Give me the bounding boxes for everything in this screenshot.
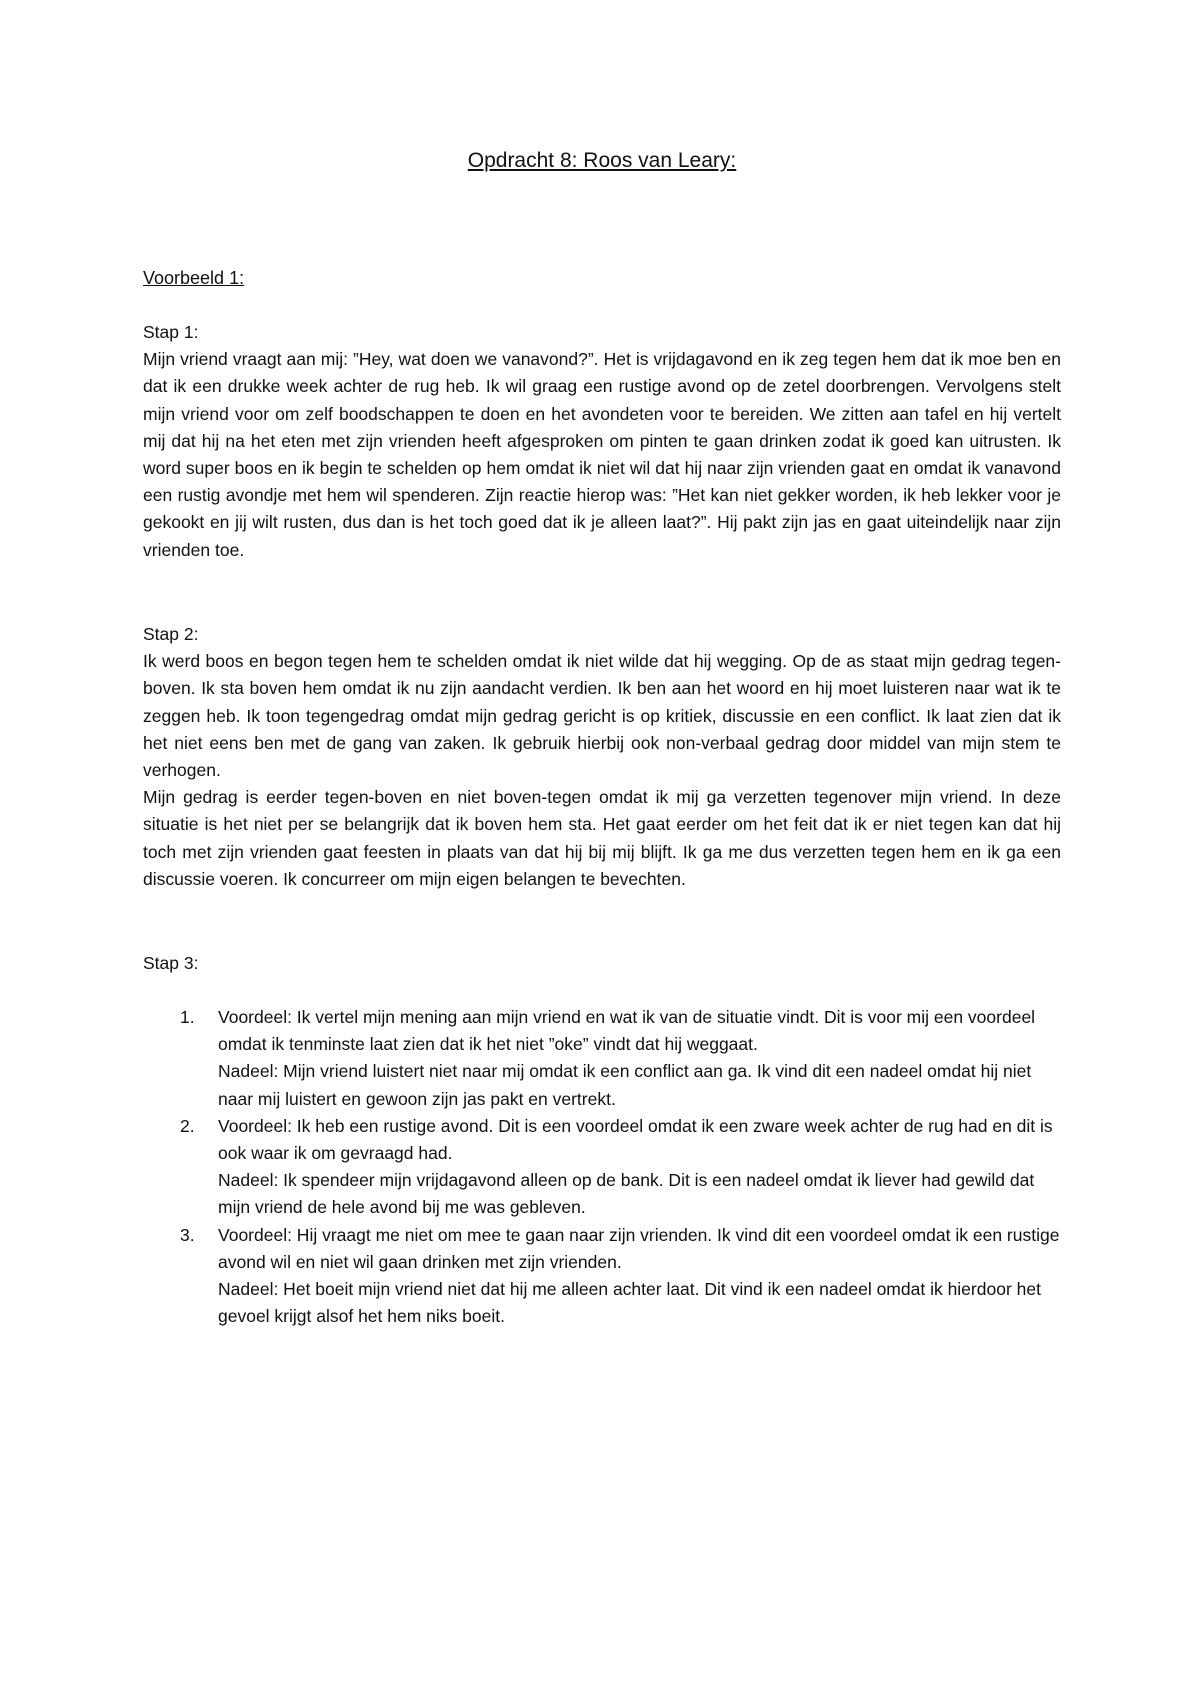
step-2-paragraph-2: Mijn gedrag is eerder tegen-boven en niet boven-tegen omdat ik mij ga verzetten tegenover mijn vriend. In deze situatie is het niet per se belangrijk dat ik boven hem sta. Het gaat eerder om het feit dat ik er niet tegen kan dat hij toch met zijn vrienden gaat feesten in plaats van dat hij bij mij blijft. Ik ga me dus verzetten tegen hem en ik ga een discussie voeren. Ik concurreer om mijn eigen belangen te bevechten. bbox=[143, 787, 1061, 889]
list-item-number: 2. bbox=[180, 1115, 195, 1136]
step-3-heading: Stap 3: bbox=[143, 953, 199, 973]
list-item-number: 3. bbox=[180, 1224, 195, 1245]
step-3-section bbox=[143, 950, 1061, 977]
list-item bbox=[143, 1222, 1061, 1331]
step-2-paragraph-1: Ik werd boos en begon tegen hem te schelden omdat ik niet wilde dat hij wegging. Op de as staat mijn gedrag tegen-boven. Ik sta boven hem omdat ik nu zijn aandacht verdien. Ik ben aan het woord en hij moet luisteren naar wat ik te zeggen heb. Ik toon tegengedrag omdat mijn gedrag gericht is op kritiek, discussie en een conflict. Ik laat zien dat ik het niet eens ben met de gang van zaken. Ik gebruik hierbij ook non-verbaal gedrag door middel van mijn stem te verhogen. bbox=[143, 651, 1061, 781]
list-item-number: 1. bbox=[180, 1007, 195, 1027]
document-page bbox=[143, 0, 1061, 1698]
advantages-disadvantages-list bbox=[143, 1004, 1061, 1330]
list-item-nadeel: Nadeel: Ik spendeer mijn vrijdagavond alleen op de bank. Dit is een nadeel omdat ik liever had gewild dat mijn vriend de hele avond bij me was gebleven. bbox=[218, 1170, 1035, 1218]
step-2-heading: Stap 2: bbox=[143, 624, 199, 644]
list-item bbox=[143, 1004, 1061, 1113]
document-title: Opdracht 8: Roos van Leary: bbox=[467, 149, 737, 172]
list-item-nadeel: Nadeel: Het boeit mijn vriend niet dat hij me alleen achter laat. Dit vind ik een nadeel omdat ik hierdoor het gevoel krijgt alsof het hem niks boeit. bbox=[218, 1279, 1041, 1327]
list-item bbox=[143, 1113, 1061, 1222]
list-item-voordeel: Voordeel: Ik heb een rustige avond. Dit is een voordeel omdat ik een zware week achter de rug had en dit is ook waar ik om gevraagd had. bbox=[218, 1115, 1053, 1164]
step-1-section bbox=[143, 319, 1061, 564]
step-2-section bbox=[143, 621, 1061, 893]
list-item-nadeel: Nadeel: Mijn vriend luistert niet naar mij omdat ik een conflict aan ga. Ik vind dit een nadeel omdat hij niet naar mij luistert en gewoon zijn jas pakt en vertrekt. bbox=[218, 1061, 1032, 1109]
step-1-heading: Stap 1: bbox=[143, 322, 199, 342]
example-heading: Voorbeeld 1: bbox=[143, 268, 245, 288]
step-1-text: Mijn vriend vraagt aan mij: ”Hey, wat doen we vanavond?”. Het is vrijdagavond en ik zeg tegen hem dat ik moe ben en dat ik een drukke week achter de rug heb. Ik wil graag een rustige avond op de zetel doorbrengen. Vervolgens stelt mijn vriend voor om zelf boodschappen te doen en het avondeten voor te bereiden. We zitten aan tafel en hij vertelt mij dat hij na het eten met zijn vrienden heeft afgesproken om pinten te gaan drinken zodat ik goed kan uitrusten. Ik word super boos en ik begin te schelden op hem omdat ik niet wil dat hij naar zijn vrienden gaat en omdat ik vanavond een rustig avondje met hem wil spenderen. Zijn reactie hierop was: ”Het kan niet gekker worden, ik heb lekker voor je gekookt en jij wilt rusten, dus dan is het toch goed dat ik je alleen laat?”. Hij pakt zijn jas en gaat uiteindelijk naar zijn vrienden toe. bbox=[143, 349, 1061, 560]
list-item-voordeel: Voordeel: Ik vertel mijn mening aan mijn vriend en wat ik van de situatie vindt. Dit is voor mij een voordeel omdat ik tenminste laat zien dat ik het niet ”oke” vindt dat hij weggaat. bbox=[218, 1007, 1036, 1055]
list-item-voordeel: Voordeel: Hij vraagt me niet om mee te gaan naar zijn vrienden. Ik vind dit een voordeel omdat ik een rustige avond wil en niet wil gaan drinken met zijn vrienden. bbox=[218, 1224, 1060, 1272]
